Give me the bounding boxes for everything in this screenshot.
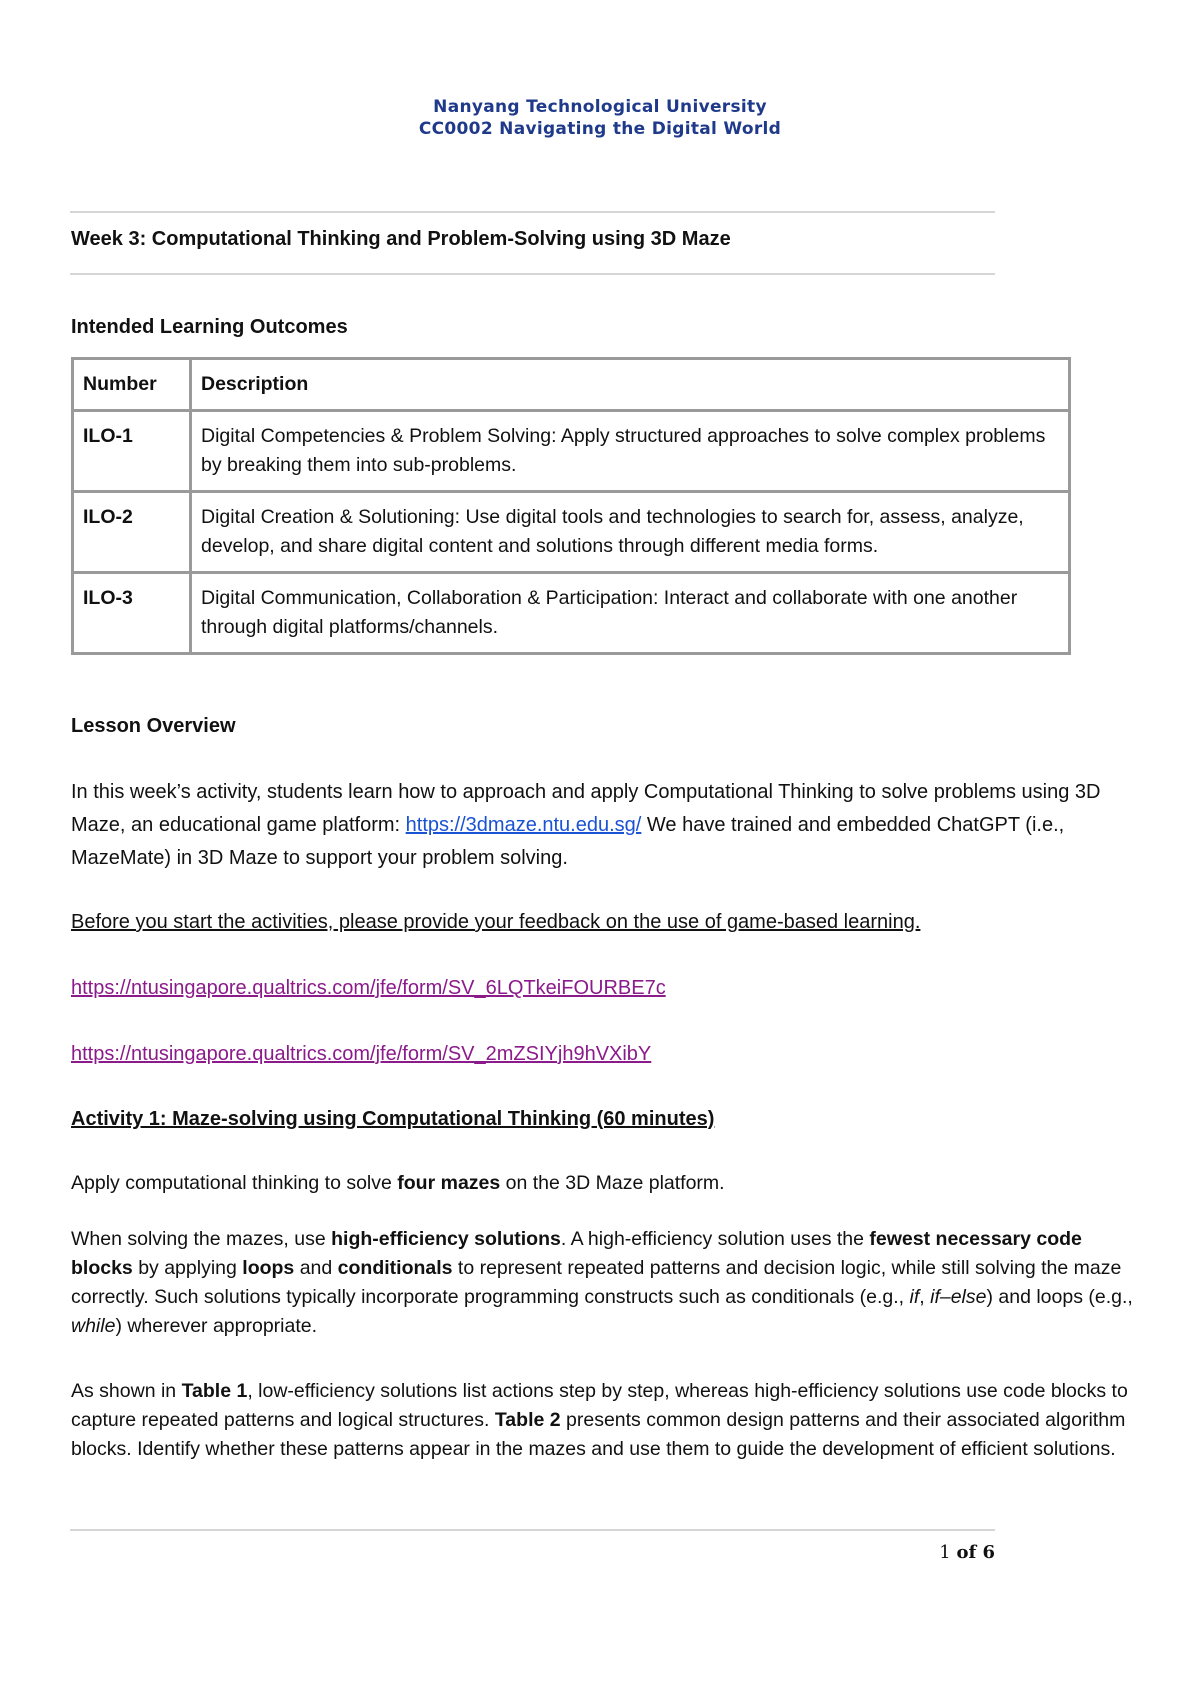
page-total: of 6 — [956, 1542, 995, 1563]
text-run-italic: if–else — [930, 1286, 987, 1308]
ilo-table — [71, 357, 1071, 655]
text-run: and — [294, 1257, 338, 1279]
page-current: 1 — [939, 1542, 951, 1563]
text-run: When solving the mazes, use — [71, 1228, 332, 1250]
activity1-paragraph-1 — [71, 1169, 1141, 1198]
overview-text-before: In this week’s activity, students learn how to approach and apply Computational Thinking to solve problems using 3D Maze, an educational game platform: — [71, 781, 1101, 836]
activity1-paragraph-2 — [71, 1225, 1141, 1341]
text-run-bold: high-efficiency solutions — [331, 1228, 561, 1250]
feedback-note: Before you start the activities, please provide your feedback on the use of game-based learning. — [71, 911, 921, 933]
table-header-row — [73, 359, 1070, 411]
page-number — [939, 1542, 995, 1563]
overview-heading: Lesson Overview — [71, 715, 236, 737]
text-run: on the 3D Maze platform. — [500, 1172, 725, 1194]
table-row — [73, 573, 1070, 654]
text-run: , low-efficiency solutions list actions step by step, whereas high-efficiency solutions use code blocks to capture repeated patterns and logical structures. — [71, 1380, 1128, 1431]
text-run: presents common design patterns and their associated algorithm blocks. Identify whether these patterns appear in the mazes and use them to guide the development of efficient solutions. — [71, 1409, 1126, 1460]
text-run-bold: Table 1 — [181, 1380, 248, 1402]
text-run: Apply computational thinking to solve — [71, 1172, 398, 1194]
divider-footer — [70, 1529, 995, 1531]
ilo-number: ILO-1 — [73, 411, 191, 492]
week-title: Week 3: Computational Thinking and Problem-Solving using 3D Maze — [71, 228, 731, 250]
survey-link-1[interactable]: https://ntusingapore.qualtrics.com/jfe/form/SV_6LQTkeiFOURBE7c — [71, 977, 666, 999]
overview-paragraph — [71, 776, 1141, 875]
ilo-number: ILO-2 — [73, 492, 191, 573]
ilo-heading: Intended Learning Outcomes — [71, 316, 348, 338]
table-row — [73, 492, 1070, 573]
text-run-bold: Table 2 — [494, 1409, 561, 1431]
3dmaze-link[interactable]: https://3dmaze.ntu.edu.sg/ — [405, 814, 642, 836]
ilo-description: Digital Creation & Solutioning: Use digital tools and technologies to search for, assess, analyze, develop, and share digital content and solutions through different media forms. — [191, 492, 1070, 573]
text-run-bold: fewest necessary code blocks — [71, 1228, 1082, 1279]
column-header-number: Number — [73, 359, 191, 411]
text-run: . A high-efficiency solution uses the — [560, 1228, 870, 1250]
course-title: CC0002 Navigating the Digital World — [418, 119, 782, 139]
divider-top — [70, 211, 995, 213]
table-row — [73, 411, 1070, 492]
overview-text-after: We have trained and embedded ChatGPT (i.e., MazeMate) in 3D Maze to support your problem solving. — [71, 814, 1065, 869]
text-run-bold: loops — [242, 1257, 295, 1279]
survey-link-2[interactable]: https://ntusingapore.qualtrics.com/jfe/form/SV_2mZSIYjh9hVXibY — [71, 1043, 652, 1065]
text-run: by applying — [132, 1257, 243, 1279]
ilo-description: Digital Competencies & Problem Solving: Apply structured approaches to solve complex problems by breaking them into sub-problems. — [191, 411, 1070, 492]
text-run-italic: while — [71, 1315, 116, 1337]
text-run: ) wherever appropriate. — [115, 1315, 318, 1337]
university-name: Nanyang Technological University — [433, 97, 767, 117]
text-run: , — [919, 1286, 931, 1308]
ilo-description: Digital Communication, Collaboration & Participation: Interact and collaborate with one another through digital platforms/channels. — [191, 573, 1070, 654]
divider-title — [70, 273, 995, 275]
text-run-italic: if — [909, 1286, 920, 1308]
text-run-bold: four mazes — [397, 1172, 501, 1194]
ilo-number: ILO-3 — [73, 573, 191, 654]
text-run: to represent repeated patterns and decision logic, while still solving the maze correctly. Such solutions typically incorporate programming constructs such as conditionals (e.g., — [71, 1257, 1122, 1308]
text-run: As shown in — [71, 1380, 182, 1402]
text-run: ) and loops (e.g., — [986, 1286, 1133, 1308]
activity1-paragraph-3 — [71, 1377, 1141, 1464]
text-run-bold: conditionals — [337, 1257, 453, 1279]
activity1-heading: Activity 1: Maze-solving using Computational Thinking (60 minutes) — [71, 1108, 715, 1130]
column-header-description: Description — [191, 359, 1070, 411]
